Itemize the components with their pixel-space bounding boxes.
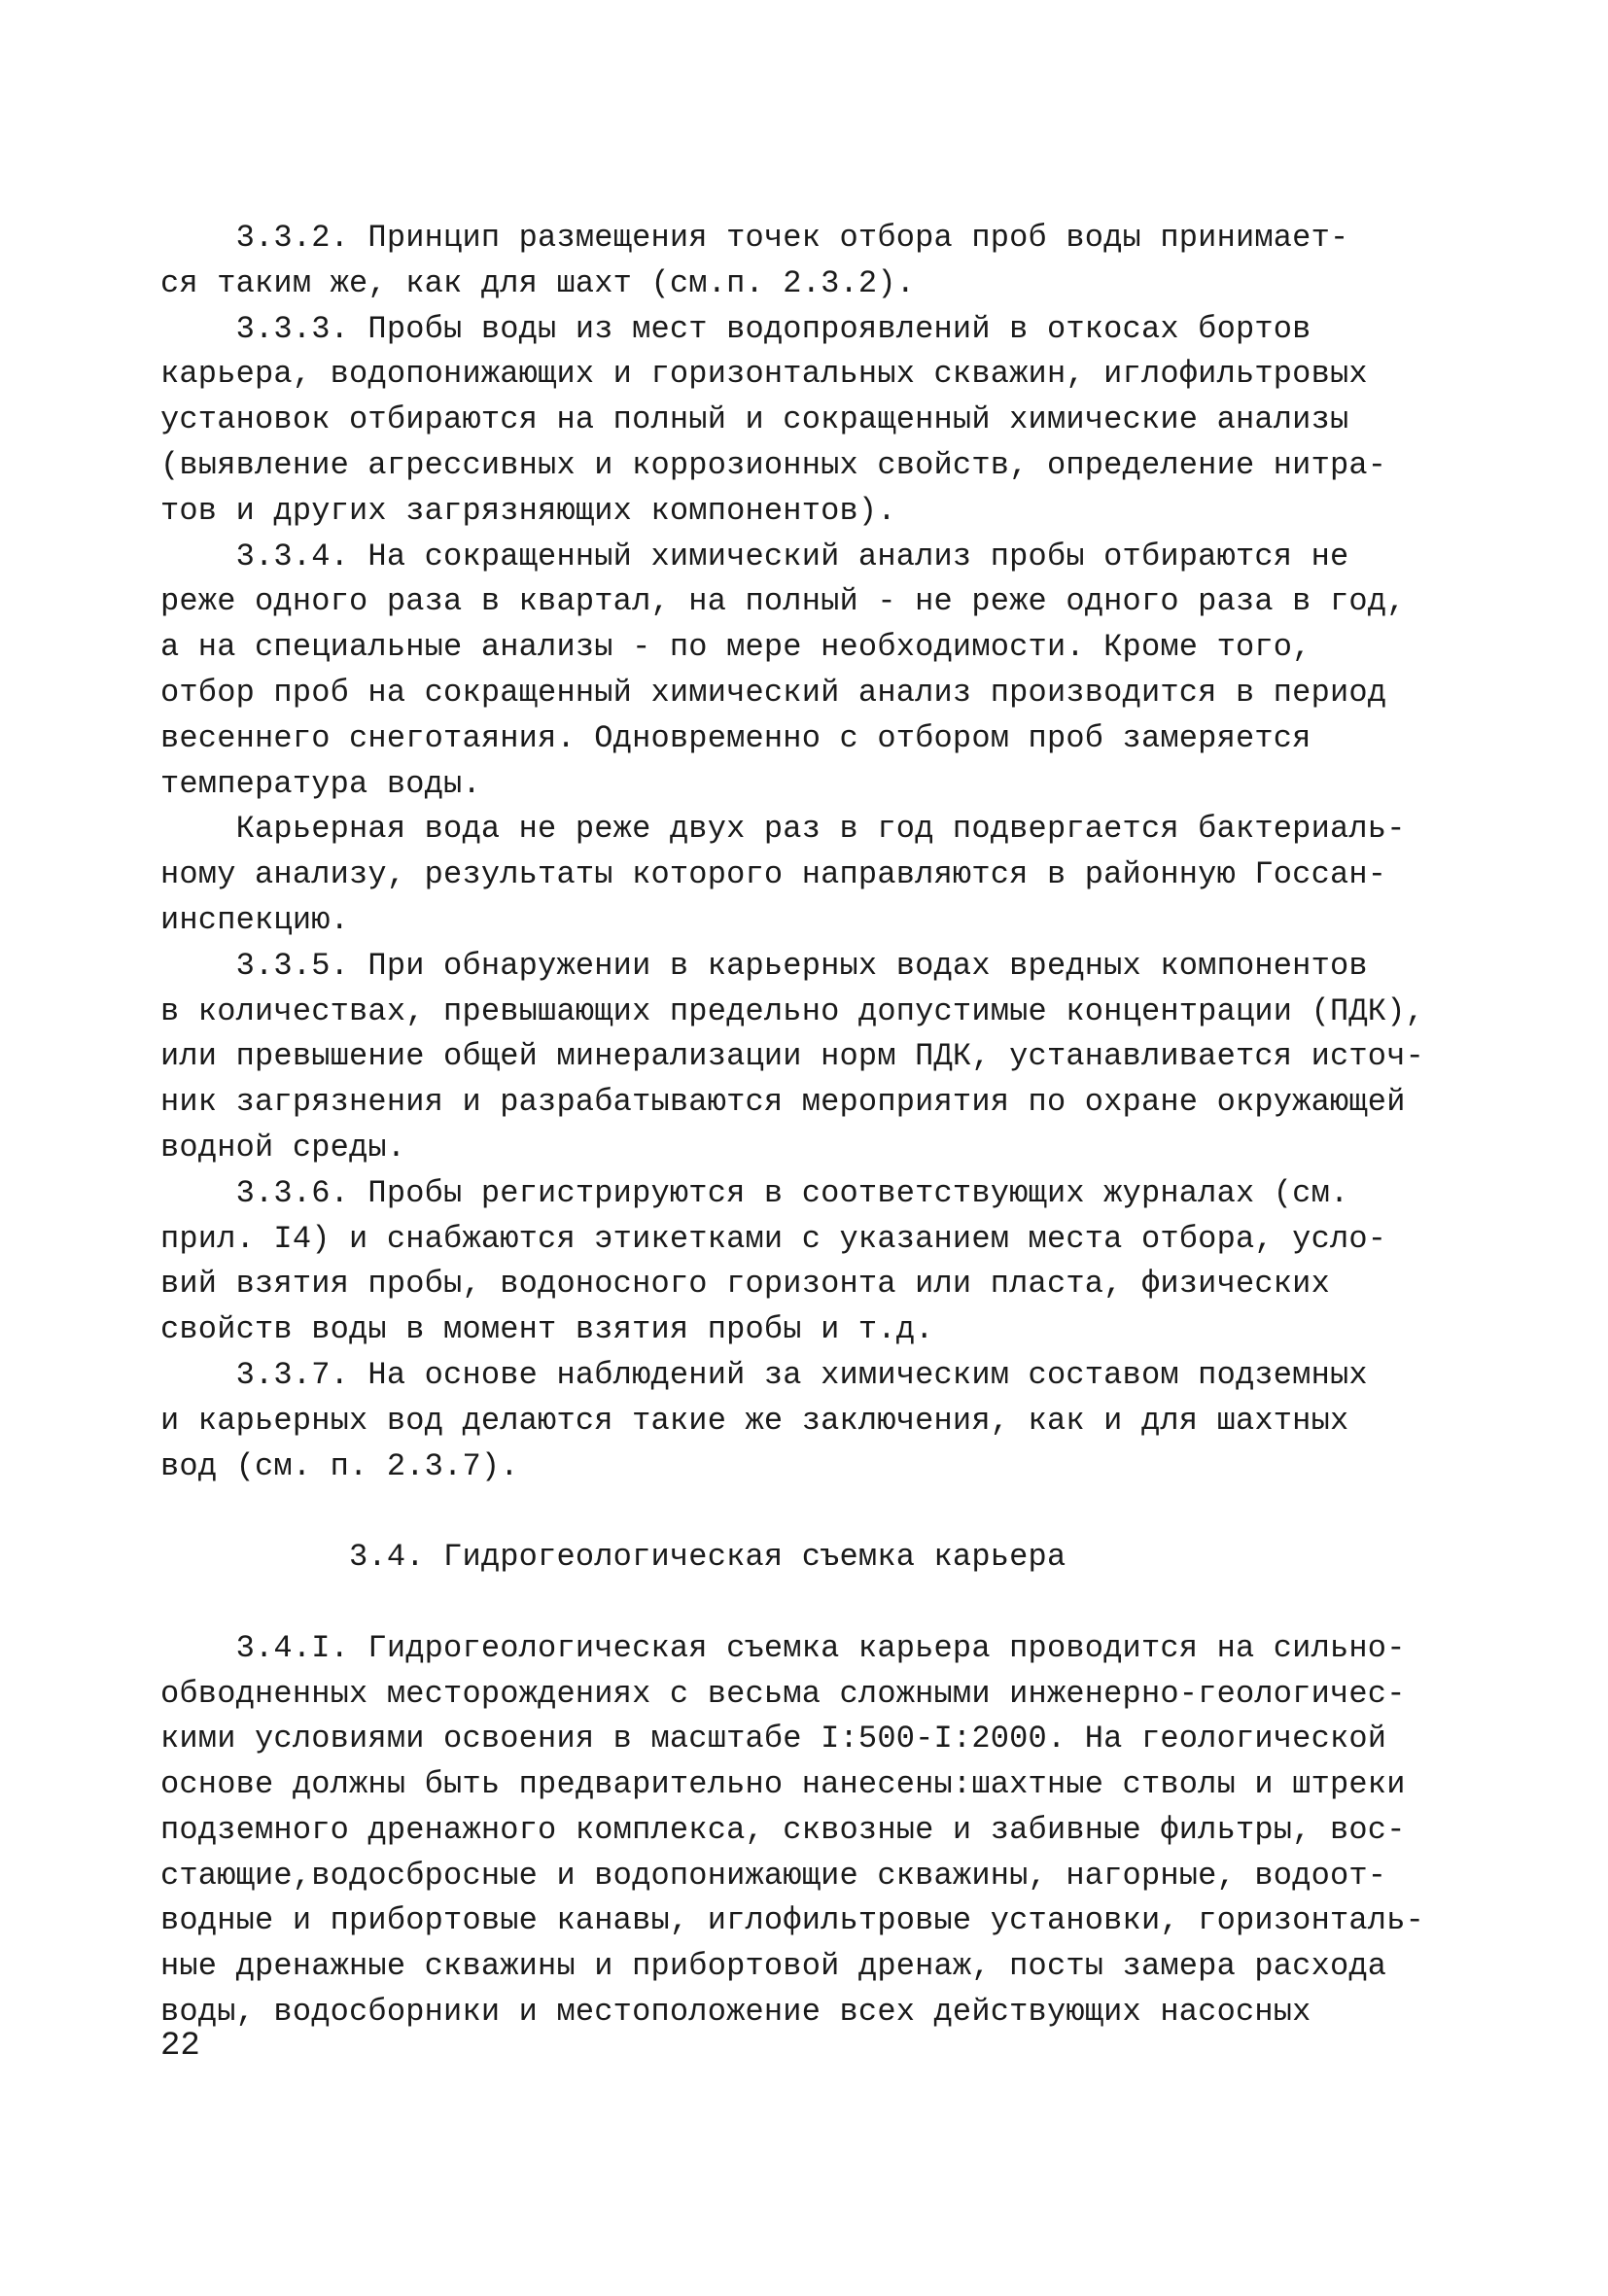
spacer — [160, 1581, 1444, 1626]
text-line: 3.3.2. Принцип размещения точек отбора проб воды принимает- — [160, 220, 1349, 256]
page-number: 22 — [160, 2028, 200, 2065]
text-line: обводненных месторождениях с весьма сложными инженерно-геологичес- — [160, 1675, 1406, 1712]
paragraph-p-3-3-6 — [160, 1171, 1444, 1353]
text-line: ся таким же, как для шахт (см.п. 2.3.2). — [160, 264, 916, 301]
paragraph-p-3-3-5 — [160, 944, 1444, 1171]
text-line: (выявление агрессивных и коррозионных свойств, определение нитра- — [160, 446, 1387, 483]
section-heading: 3.4. Гидрогеологическая съемка карьера — [160, 1539, 1066, 1576]
text-line: прил. I4) и снабжаются этикетками с указанием места отбора, усло- — [160, 1220, 1387, 1257]
text-line: Карьерная вода не реже двух раз в год подвергается бактериаль- — [160, 811, 1406, 848]
text-line: 3.3.4. На сокращенный химический анализ пробы отбираются не — [160, 538, 1349, 574]
text-line: 3.3.7. На основе наблюдений за химическим составом подземных — [160, 1356, 1368, 1393]
text-line: водной среды. — [160, 1129, 406, 1165]
text-line: водные и прибортовые канавы, иглофильтровые установки, горизонталь- — [160, 1902, 1425, 1939]
paragraph-p-3-3-4 — [160, 535, 1444, 808]
text-line: установок отбираются на полный и сокращенный химические анализы — [160, 401, 1349, 438]
text-line: 3.3.3. Пробы воды из мест водопроявлений в откосах бортов — [160, 310, 1311, 347]
text-line: вий взятия пробы, водоносного горизонта или пласта, физических — [160, 1266, 1330, 1303]
paragraph-p-carier-water — [160, 807, 1444, 943]
text-line: ные дренажные скважины и прибортовой дренаж, посты замера расхода — [160, 1948, 1387, 1985]
paragraph-p-3-3-7 — [160, 1353, 1444, 1489]
text-line: 3.3.5. При обнаружении в карьерных водах вредных компонентов — [160, 947, 1368, 984]
text-line: 3.3.6. Пробы регистрируются в соответствующих журналах (см. — [160, 1174, 1349, 1211]
text-line: кими условиями освоения в масштабе I:500-I:2000. На геологической — [160, 1721, 1387, 1757]
text-line: ному анализу, результаты которого направляются в районную Госсан- — [160, 856, 1387, 893]
text-line: отбор проб на сокращенный химический анализ производится в период — [160, 674, 1387, 711]
text-line: или превышение общей минерализации норм ПДК, устанавливается источ- — [160, 1038, 1425, 1075]
document-body — [160, 216, 1444, 2035]
text-line: а на специальные анализы - по мере необходимости. Кроме того, — [160, 629, 1311, 666]
text-line: основе должны быть предварительно нанесены:шахтные стволы и штреки — [160, 1766, 1406, 1803]
text-line: в количествах, превышающих предельно допустимые концентрации (ПДК), — [160, 992, 1425, 1029]
text-line: вод (см. п. 2.3.7). — [160, 1447, 519, 1484]
text-line: подземного дренажного комплекса, сквозные и забивные фильтры, вос- — [160, 1811, 1406, 1848]
text-line: свойств воды в момент взятия пробы и т.д. — [160, 1311, 934, 1348]
text-line: воды, водосборники и местоположение всех действующих насосных — [160, 1994, 1311, 2031]
paragraph-p-3-4-1 — [160, 1626, 1444, 2035]
text-line: карьера, водопонижающих и горизонтальных скважин, иглофильтровых — [160, 356, 1368, 393]
text-line: стающие,водосбросные и водопонижающие скважины, нагорные, водоот- — [160, 1857, 1387, 1894]
text-line: температура воды. — [160, 765, 481, 802]
text-line: 3.4.I. Гидрогеологическая съемка карьера проводится на сильно- — [160, 1629, 1406, 1666]
text-line: инспекцию. — [160, 901, 350, 938]
text-line: и карьерных вод делаются такие же заключения, как и для шахтных — [160, 1402, 1349, 1439]
text-line: реже одного раза в квартал, на полный - не реже одного раза в год, — [160, 583, 1406, 620]
text-line: ник загрязнения и разрабатываются мероприятия по охране окружающей — [160, 1084, 1406, 1121]
spacer — [160, 1489, 1444, 1535]
paragraph-p-3-3-2 — [160, 216, 1444, 307]
paragraph-p-3-3-3 — [160, 307, 1444, 535]
text-line: весеннего снеготаяния. Одновременно с отбором проб замеряется — [160, 719, 1311, 756]
text-line: тов и других загрязняющих компонентов). — [160, 492, 896, 529]
